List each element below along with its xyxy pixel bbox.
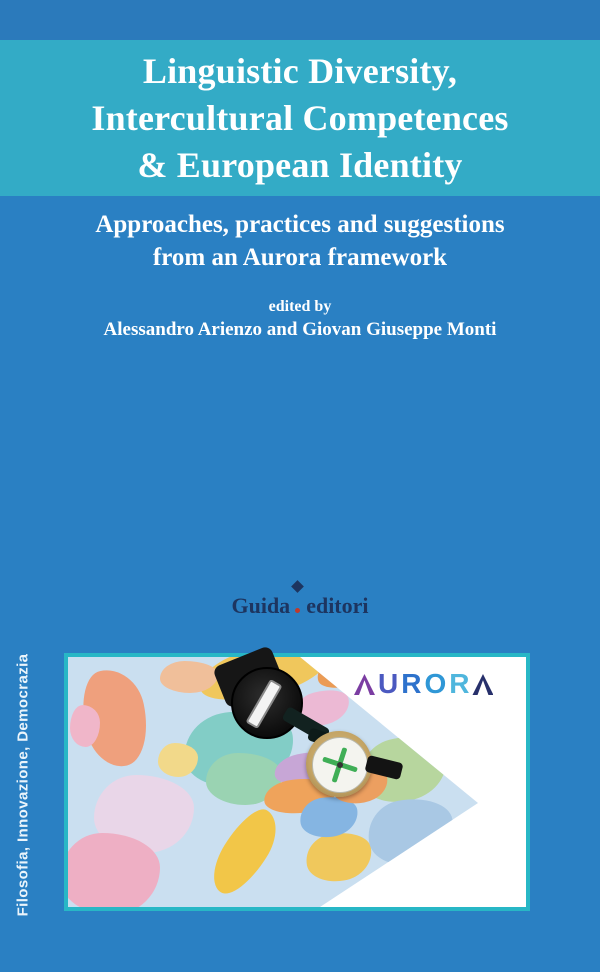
title-line: Linguistic Diversity,	[142, 50, 458, 91]
publisher-logo	[0, 574, 600, 618]
edited-by-label: edited by	[268, 298, 332, 315]
map-blob	[363, 792, 459, 872]
subtitle-line: from an Aurora framework	[152, 244, 448, 271]
book-subtitle	[0, 208, 600, 274]
cover-image-panel	[64, 653, 530, 911]
red-dot-icon	[295, 608, 300, 613]
aurora-letter: U	[378, 668, 399, 699]
title-line: & European Identity	[137, 144, 463, 185]
round-compass-icon	[306, 731, 372, 797]
map-blob	[302, 828, 375, 887]
aurora-letter: R	[401, 668, 422, 699]
publisher-word-left: Guida	[231, 593, 291, 618]
series-label: Filosofia, Innovazione, Democrazia	[14, 653, 32, 917]
aurora-letter-A	[472, 674, 493, 695]
editors-names: Alessandro Arienzo and Giovan Giuseppe Monti	[103, 319, 497, 340]
publisher-mark	[290, 578, 306, 618]
map-blob	[202, 801, 287, 903]
compass-face	[312, 737, 368, 793]
book-title	[0, 48, 600, 189]
publisher-word-right: editori	[306, 593, 369, 618]
title-band	[0, 40, 600, 196]
diamond-icon	[291, 580, 304, 593]
aurora-letter: R	[449, 668, 470, 699]
editors-block	[0, 297, 600, 343]
compass-hub	[337, 762, 343, 768]
aurora-letter: O	[424, 668, 447, 699]
top-band	[0, 0, 600, 40]
title-line: Intercultural Competences	[91, 97, 509, 138]
subtitle-line: Approaches, practices and suggestions	[95, 211, 505, 238]
aurora-letter-A	[354, 674, 375, 695]
aurora-logo	[354, 668, 514, 699]
